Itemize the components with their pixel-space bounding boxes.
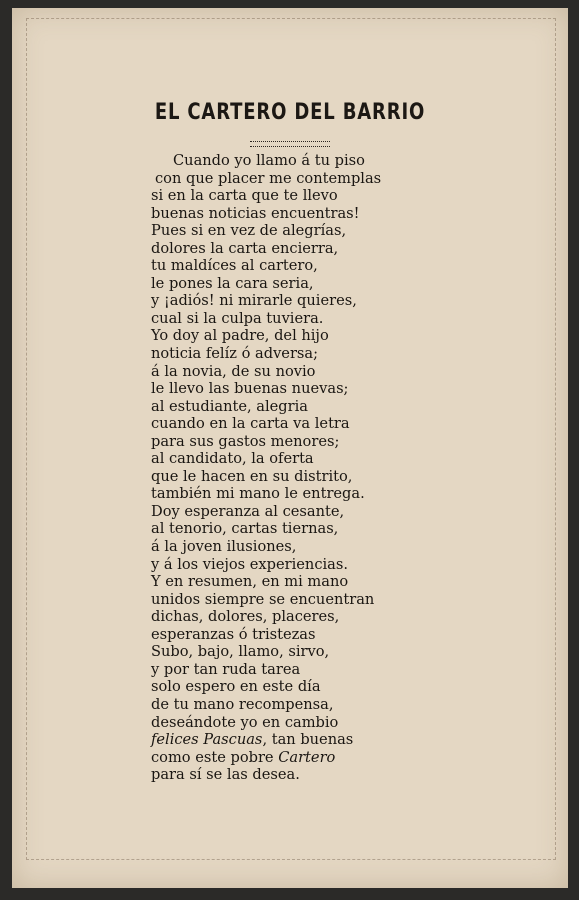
poem-line: esperanzas ó tristezas (151, 625, 316, 643)
poem-line: al tenorio, cartas tiernas, (151, 520, 339, 538)
poem-line: á la joven ilusiones, (151, 538, 297, 556)
poem-line: Doy esperanza al cesante, (151, 502, 345, 520)
poem-line: tu maldíces al cartero, (151, 257, 318, 275)
poem-line (151, 731, 451, 749)
poem-line: para sí se las desea. (151, 766, 300, 784)
poem-line-pre: como este pobre (151, 748, 279, 766)
postcard (12, 8, 568, 888)
poem-line: al estudiante, alegria (151, 397, 308, 415)
poem-line: y á los viejos experiencias. (151, 555, 348, 573)
poem-line: unidos siempre se encuentran (151, 590, 375, 608)
poem-line: también mi mano le entrega. (151, 485, 365, 503)
poem-line: dolores la carta encierra, (151, 239, 339, 257)
title-ornament-rule (250, 141, 330, 147)
poem-line: Y en resumen, en mi mano (151, 573, 349, 591)
poem-line: Cuando yo llamo á tu piso (173, 152, 365, 169)
poem-line: Subo, bajo, llamo, sirvo, (151, 643, 330, 661)
italic-word: Cartero (278, 748, 336, 766)
poem-line: que le hacen en su distrito, (151, 467, 353, 485)
italic-phrase: felices Pascuas (151, 731, 263, 749)
poem-body (151, 152, 451, 784)
poem-title: EL CARTERO DEL BARRIO (154, 100, 426, 125)
poem-line: deseándote yo en cambio (151, 713, 339, 731)
poem-line: á la novia, de su novio (151, 362, 316, 380)
poem-line (151, 749, 451, 767)
poem-line: con que placer me contemplas (155, 169, 382, 187)
poem-line: al candidato, la oferta (151, 450, 314, 468)
poem-line: de tu mano recompensa, (151, 695, 334, 713)
poem-line: le pones la cara seria, (151, 274, 314, 292)
poem-line: buenas noticias encuentras! (151, 204, 360, 222)
poem-line: si en la carta que te llevo (151, 187, 338, 205)
poem-line-rest: , tan buenas (262, 731, 354, 749)
poem-line: solo espero en este día (151, 678, 321, 696)
poem-line: Pues si en vez de alegrías, (151, 222, 347, 240)
poem-line: y por tan ruda tarea (151, 660, 301, 678)
poem-line: cual si la culpa tuviera. (151, 309, 324, 327)
poem-line: noticia felíz ó adversa; (151, 345, 319, 363)
poem-line: Yo doy al padre, del hijo (151, 327, 329, 345)
poem-line: le llevo las buenas nuevas; (151, 380, 349, 398)
poem-line: cuando en la carta va letra (151, 415, 350, 433)
poem-line: dichas, dolores, placeres, (151, 608, 340, 626)
poem-line: y ¡adiós! ni mirarle quieres, (151, 292, 357, 310)
poem-line: para sus gastos menores; (151, 432, 340, 450)
